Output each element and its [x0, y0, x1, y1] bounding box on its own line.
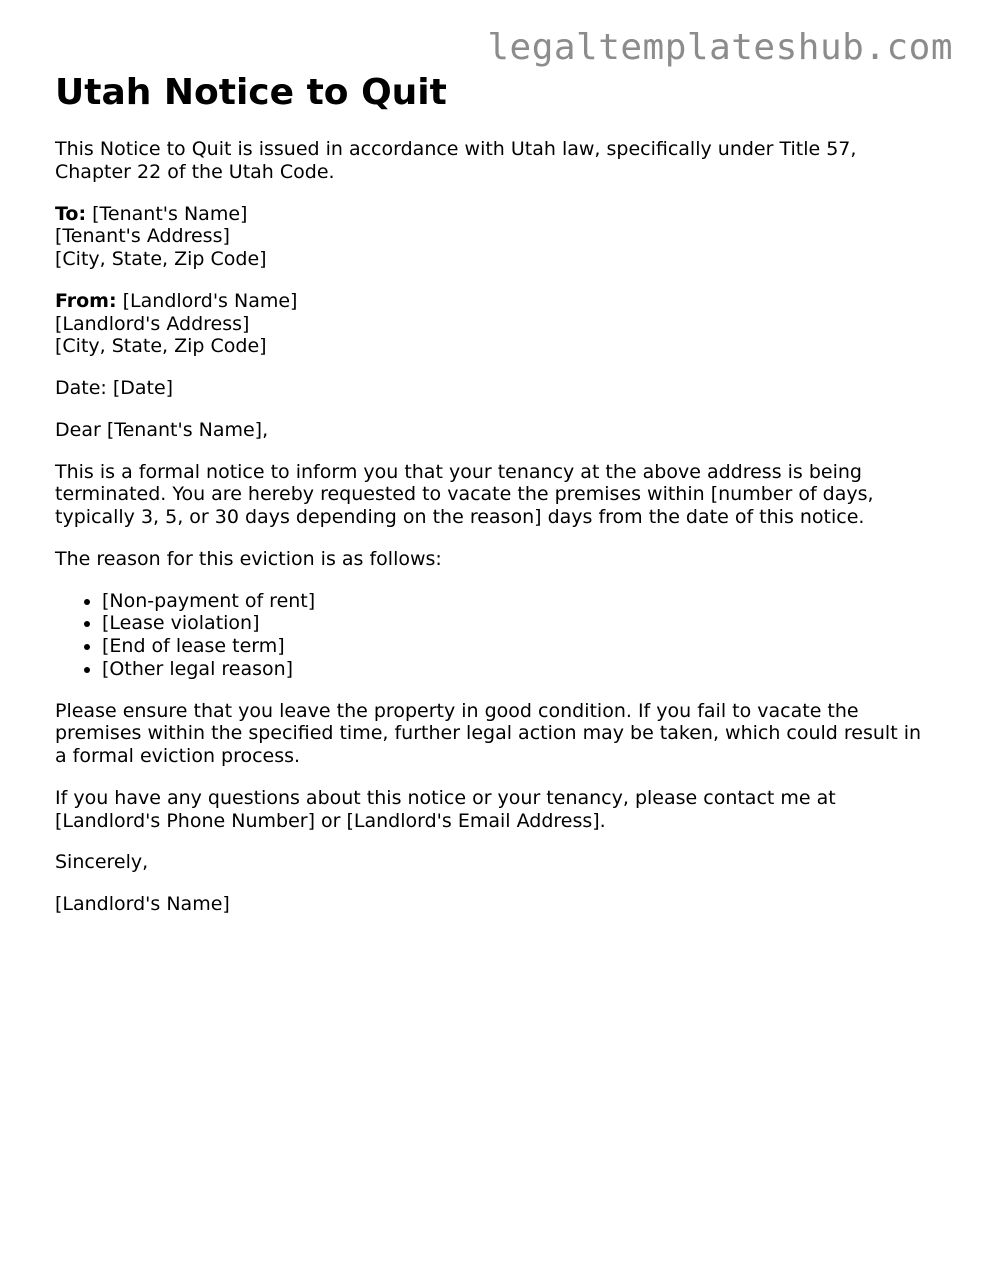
- condition-paragraph: Please ensure that you leave the property in good condition. If you fail to vacate the premises within the specified time, further legal action may be taken, which could result in a formal eviction process.: [55, 699, 922, 767]
- list-item: • [Lease violation]: [102, 612, 935, 635]
- date-line: Date: [Date]: [55, 377, 174, 399]
- from-address: [Landlord's Address]: [55, 312, 250, 335]
- closing: Sincerely,: [55, 851, 149, 874]
- list-item: • [End of lease term]: [102, 635, 935, 658]
- to-city: [City, State, Zip Code]: [55, 248, 267, 270]
- reason-list: [55, 590, 935, 681]
- from-label: From:: [55, 289, 117, 312]
- to-block: [55, 203, 935, 271]
- notice-paragraph: This is a formal notice to inform you that your tenancy at the above address is being terminated. You are hereby requested to vacate the premises within [number of days, typically 3, 5, or 30 days depending on the reason] days from the date of this notice.: [55, 460, 874, 528]
- watermark: legaltemplateshub.com: [487, 27, 953, 68]
- contact-paragraph: If you have any questions about this notice or your tenancy, please contact me at [Landlord's Phone Number] or [Landlord's Email Address].: [55, 786, 836, 832]
- reason-intro: The reason for this eviction is as follows:: [55, 547, 442, 570]
- signature: [Landlord's Name]: [55, 893, 230, 915]
- salutation: Dear [Tenant's Name],: [55, 418, 269, 441]
- list-item: • [Non-payment of rent]: [102, 590, 935, 613]
- to-name: [Tenant's Name]: [92, 202, 248, 225]
- to-name-line: [55, 203, 935, 226]
- to-address: [Tenant's Address]: [55, 225, 230, 248]
- to-label: To:: [55, 202, 87, 225]
- from-block: [55, 290, 935, 358]
- list-item: • [Other legal reason]: [102, 658, 935, 681]
- from-name-line: [55, 290, 935, 313]
- from-name: [Landlord's Name]: [122, 289, 298, 312]
- page-title: Utah Notice to Quit: [55, 72, 447, 113]
- document-body: [55, 70, 935, 935]
- intro-paragraph: This Notice to Quit is issued in accordance with Utah law, specifically under Title 57, Chapter 22 of the Utah Code.: [55, 138, 857, 183]
- from-city: [City, State, Zip Code]: [55, 335, 267, 358]
